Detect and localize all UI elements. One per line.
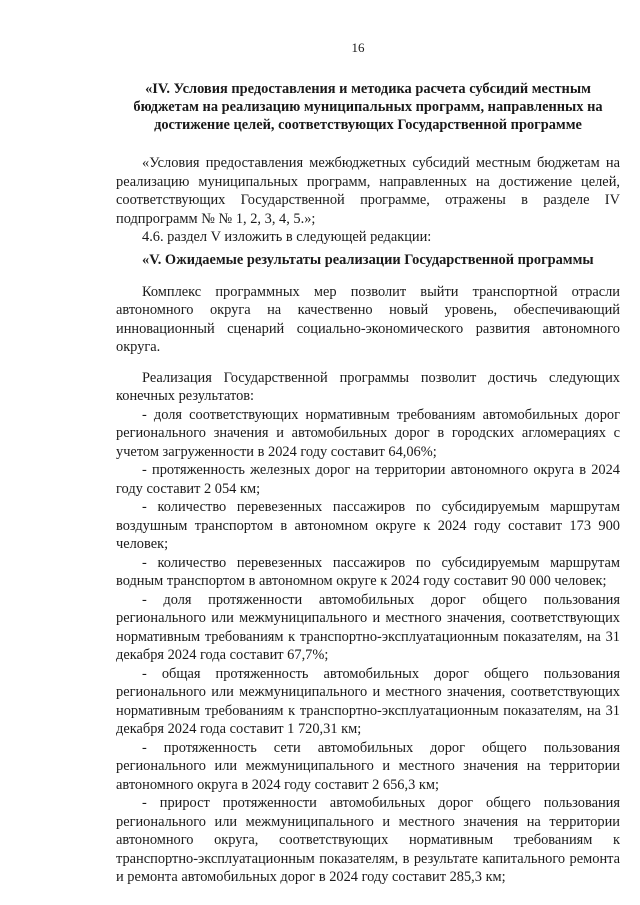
result-item: - общая протяженность автомобильных дорог общего пользования регионального или межмуниципального и местного значения, соответствующих нормативным требованиям к транспортно-эксплуатационным показателям, на 31 декабря 2024 года составит 1 720,31 км; [116, 665, 620, 737]
result-item: - протяженность сети автомобильных дорог общего пользования регионального или межмуниципального и местного значения на территории автономного округа в 2024 году составит 2 656,3 км; [116, 739, 620, 793]
result-item: - количество перевезенных пассажиров по субсидируемым маршрутам воздушным транспортом в автономном округе к 2024 году составит 173 900 человек; [116, 499, 620, 552]
result-item: - прирост протяженности автомобильных дорог общего пользования регионального или межмуниципального и местного значения на территории автономного округа, соответствующих нормативным требованиям к транспортно-эксплуатационным показателям, в результате капитального ремонта и ремонта автомобильных дорог в 2024 году составит 285,3 км; [116, 795, 620, 885]
section-v-title: «V. Ожидаемые результаты реализации Государственной программы [142, 251, 594, 268]
result-item: - доля соответствующих нормативным требованиям автомобильных дорог регионального значения и автомобильных дорог в городских агломерациях с учетом загруженности в 2024 году составит 64,06%; [116, 406, 620, 460]
item-4-6: 4.6. раздел V изложить в следующей редакции: [142, 229, 432, 245]
results-list [116, 406, 620, 887]
intro-paragraph: «Условия предоставления межбюджетных субсидий местным бюджетам на реализацию муниципальных программ, направленных на достижение целей, соответствующих Государственной программе, отражены в разделе IV подпрограмм № № 1, 2, 3, 4, 5.»; [116, 155, 620, 227]
page-number: 16 [351, 40, 365, 55]
paragraph-results-intro: Реализация Государственной программы позволит достичь следующих конечных результатов: [116, 369, 620, 404]
paragraph-complex: Комплекс программных мер позволит выйти транспортной отрасли автономного округа на качественно новый уровень, обеспечивающий инновационный сценарий социально-экономического развития автономного округа. [116, 283, 620, 355]
result-item: - протяженность железных дорог на территории автономного округа в 2024 году составит 2 054 км; [116, 462, 620, 497]
result-item: - количество перевезенных пассажиров по субсидируемым маршрутам водным транспортом в автономном округе к 2024 году составит 90 000 человек; [116, 554, 620, 589]
section-iv-heading: «IV. Условия предоставления и методика расчета субсидий местным бюджетам на реализацию муниципальных программ, направленных на достижение целей, соответствующих Государственной программе [133, 81, 603, 133]
result-item: - доля протяженности автомобильных дорог общего пользования регионального или межмуниципального и местного значения, соответствующих нормативным требованиям к транспортно-эксплуатационным показателям, на 31 декабря 2024 года составит 67,7%; [116, 591, 620, 663]
